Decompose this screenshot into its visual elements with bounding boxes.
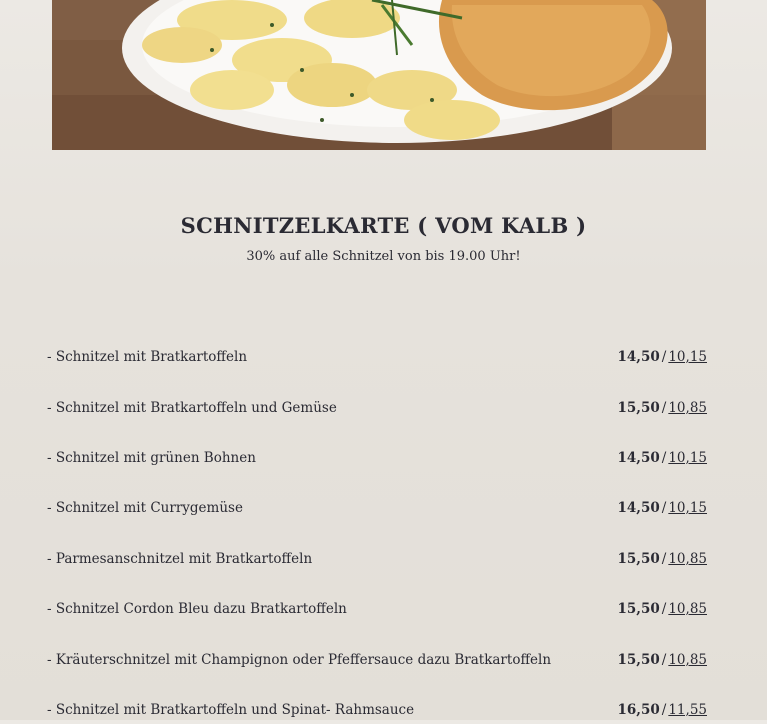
item-price	[618, 652, 708, 668]
price-separator: /	[661, 349, 667, 365]
price-separator: /	[661, 601, 667, 617]
price-separator: /	[661, 551, 667, 567]
menu-item	[47, 601, 707, 623]
menu-item	[47, 400, 707, 422]
price-separator: /	[661, 500, 667, 516]
item-name: - Schnitzel mit Currygemüse	[47, 500, 243, 516]
discount-price: 10,85	[668, 601, 707, 617]
discount-price: 10,85	[668, 400, 707, 416]
item-price	[618, 400, 708, 416]
price-separator: /	[661, 702, 667, 718]
price-separator: /	[661, 450, 667, 466]
menu-item	[47, 652, 707, 674]
item-price	[618, 500, 708, 516]
discount-price: 10,15	[668, 349, 707, 365]
regular-price: 14,50	[617, 349, 660, 365]
item-name: - Schnitzel mit grünen Bohnen	[47, 450, 256, 466]
item-price	[618, 450, 708, 466]
item-price	[618, 702, 708, 718]
menu-item	[47, 500, 707, 522]
item-name: - Kräuterschnitzel mit Champignon oder Pfeffersauce dazu Bratkartoffeln	[47, 652, 552, 668]
regular-price: 15,50	[617, 400, 660, 416]
menu-item	[47, 450, 707, 472]
regular-price: 15,50	[617, 601, 660, 617]
item-name: - Schnitzel mit Bratkartoffeln und Spinat- Rahmsauce	[47, 702, 415, 718]
regular-price: 14,50	[617, 450, 660, 466]
item-price	[618, 551, 708, 567]
menu-item	[47, 349, 707, 371]
regular-price: 15,50	[617, 551, 660, 567]
discount-price: 11,55	[668, 702, 707, 718]
item-price	[618, 601, 708, 617]
price-separator: /	[661, 652, 667, 668]
item-price	[618, 349, 708, 365]
regular-price: 15,50	[617, 652, 660, 668]
menu-item	[47, 702, 707, 724]
item-name: - Schnitzel Cordon Bleu dazu Bratkartoffeln	[47, 601, 347, 617]
item-name: - Parmesanschnitzel mit Bratkartoffeln	[47, 551, 313, 567]
regular-price: 16,50	[617, 702, 660, 718]
item-name: - Schnitzel mit Bratkartoffeln	[47, 349, 248, 365]
regular-price: 14,50	[617, 500, 660, 516]
discount-price: 10,15	[668, 500, 707, 516]
discount-price: 10,85	[668, 652, 707, 668]
discount-note: 30% auf alle Schnitzel von bis 19.00 Uhr!	[246, 249, 521, 264]
item-name: - Schnitzel mit Bratkartoffeln und Gemüse	[47, 400, 337, 416]
discount-price: 10,15	[668, 450, 707, 466]
price-separator: /	[661, 400, 667, 416]
menu-item	[47, 551, 707, 573]
menu-title: SCHNITZELKARTE ( VOM KALB )	[180, 213, 587, 238]
discount-price: 10,85	[668, 551, 707, 567]
